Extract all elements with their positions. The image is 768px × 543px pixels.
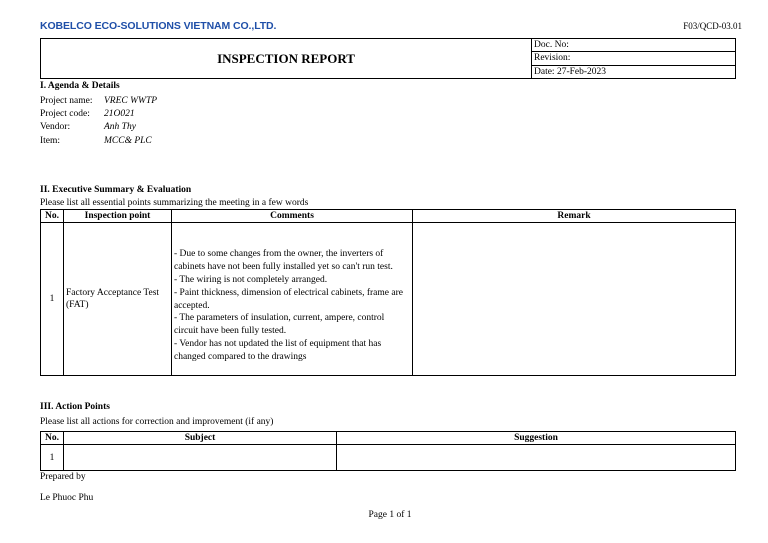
col-remark-header: Remark <box>413 210 736 223</box>
detail-label: Project code: <box>40 109 90 120</box>
detail-row-project-code <box>40 108 157 121</box>
section3-heading: III. Action Points <box>40 402 110 412</box>
detail-value: VREC WWTP <box>104 96 158 106</box>
detail-row-vendor <box>40 121 157 134</box>
comment-line: - Due to some changes from the owner, the inverters of cabinets have not been fully installed yet so can't run test. <box>174 249 393 273</box>
report-title: INSPECTION REPORT <box>41 39 532 79</box>
revision-field: Revision: <box>532 52 736 65</box>
page-number: Page 1 of 1 <box>368 510 412 520</box>
section1-heading: I. Agenda & Details <box>40 81 120 91</box>
action-points-table <box>40 431 736 471</box>
detail-row-item <box>40 135 157 148</box>
detail-value: 21O021 <box>104 109 135 120</box>
prepared-by-label: Prepared by <box>40 472 86 482</box>
section2-heading: II. Executive Summary & Evaluation <box>40 185 192 195</box>
form-code: F03/QCD-03.01 <box>683 21 742 31</box>
prepared-by-name: Le Phuoc Phu <box>40 493 94 503</box>
section2-instruction: Please list all essential points summarizing the meeting in a few words <box>40 198 309 208</box>
detail-value: Anh Thy <box>104 122 136 133</box>
detail-row-project-name <box>40 95 157 108</box>
doc-no-field: Doc. No: <box>532 39 736 52</box>
comment-line: - The parameters of insulation, current, ampere, control circuit have been fully tested. <box>174 313 385 337</box>
summary-table <box>40 209 736 376</box>
row-suggestion <box>337 445 736 471</box>
section3-instruction: Please list all actions for correction and improvement (if any) <box>40 417 274 427</box>
detail-label: Project name: <box>40 96 93 106</box>
comment-line: - The wiring is not completely arranged. <box>174 275 328 285</box>
row-no: 1 <box>41 445 64 471</box>
table-row <box>41 223 736 376</box>
company-logo: KOBELCO ECO-SOLUTIONS VIETNAM CO.,LTD. <box>40 20 277 32</box>
col-inspection-point-header: Inspection point <box>64 210 172 223</box>
row-inspection-point: Factory Acceptance Test (FAT) <box>64 223 172 376</box>
comment-line: - Vendor has not updated the list of equipment that has changed compared to the drawings <box>174 338 382 362</box>
col-suggestion-header: Suggestion <box>337 432 736 445</box>
row-no: 1 <box>41 223 64 376</box>
row-comments <box>172 223 413 376</box>
row-remark <box>413 223 736 376</box>
report-header-table <box>40 38 736 79</box>
detail-value: MCC& PLC <box>104 135 152 146</box>
comment-line: - Paint thickness, dimension of electrical cabinets, frame are accepted. <box>174 287 403 311</box>
row-subject <box>64 445 337 471</box>
col-subject-header: Subject <box>64 432 337 445</box>
col-comments-header: Comments <box>172 210 413 223</box>
col-no-header: No. <box>41 432 64 445</box>
date-field: Date: 27-Feb-2023 <box>532 65 736 78</box>
details-list <box>40 95 157 148</box>
table-row <box>41 445 736 471</box>
detail-label: Item: <box>40 135 61 146</box>
detail-label: Vendor: <box>40 122 71 133</box>
col-no-header: No. <box>41 210 64 223</box>
